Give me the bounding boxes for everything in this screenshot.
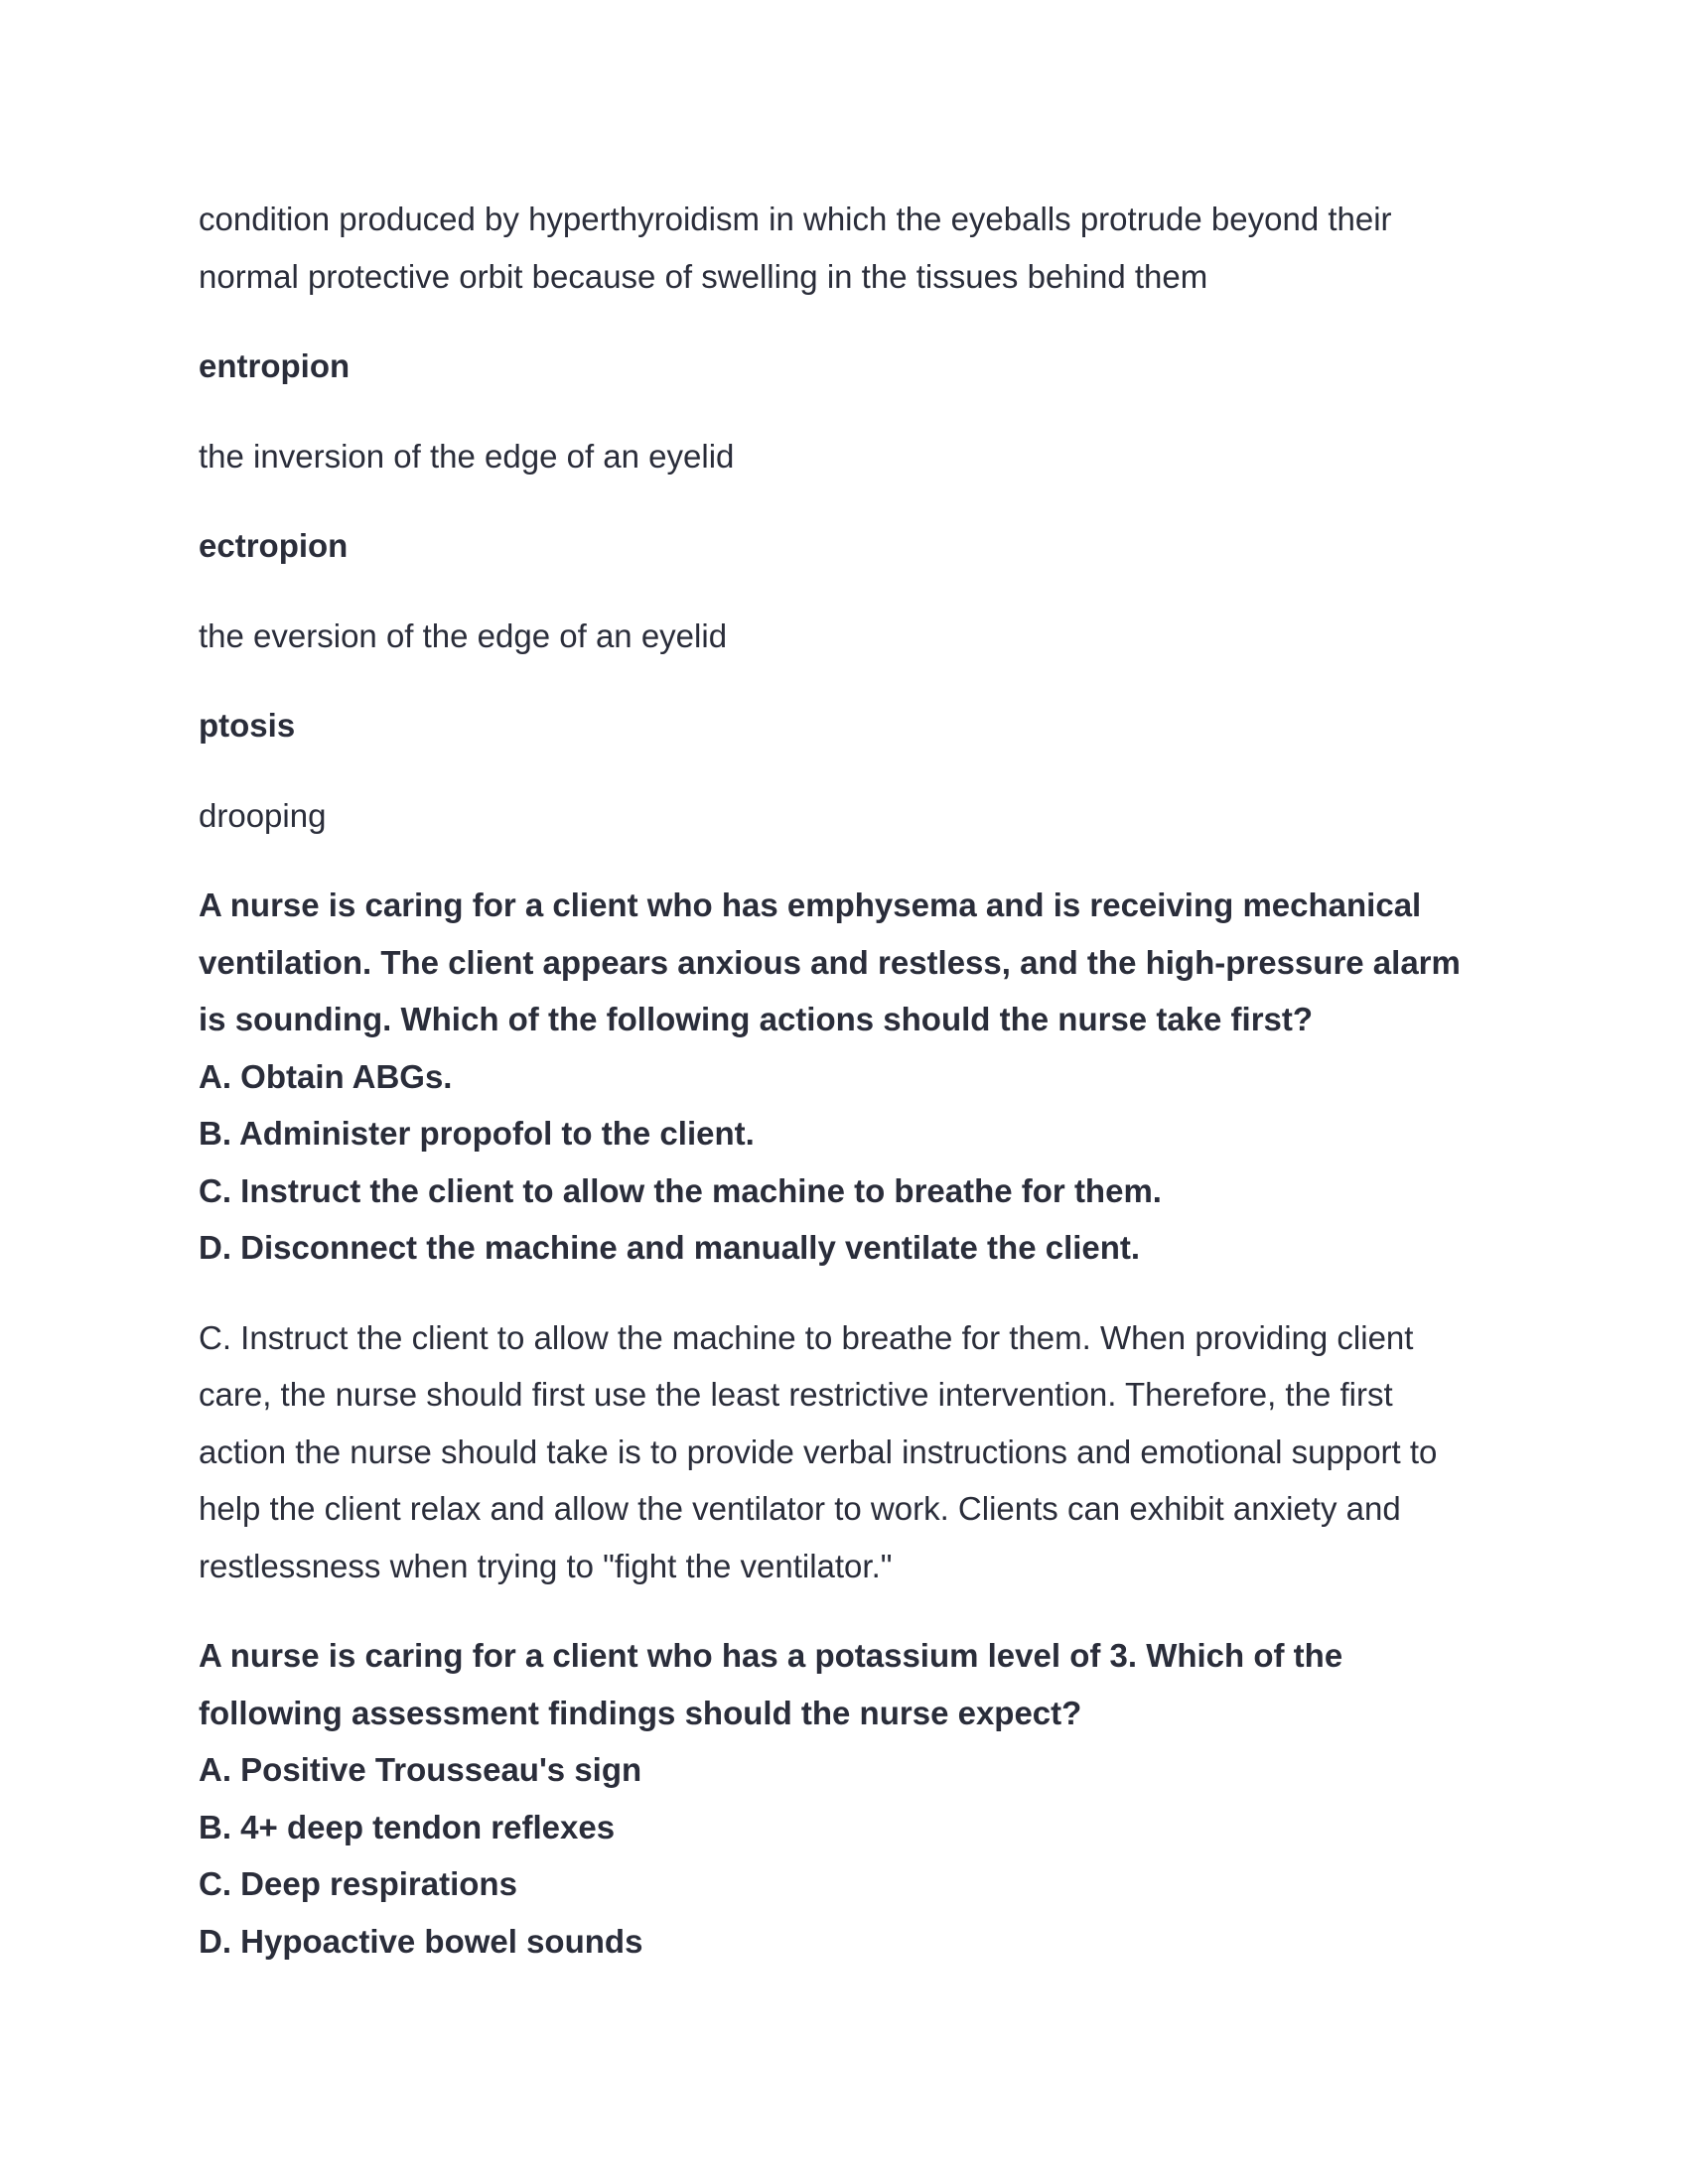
answer-explanation-1	[199, 1309, 1489, 1595]
definition-block	[199, 191, 1489, 305]
definition-text: condition produced by hyperthyroidism in which the eyeballs protrude beyond their	[199, 201, 1392, 237]
explanation-text: help the client relax and allow the ventilator to work. Clients can exhibit anxiety and	[199, 1490, 1401, 1527]
term-ptosis: ptosis	[199, 707, 296, 744]
question-block-2	[199, 1627, 1489, 1970]
term-ectropion: ectropion	[199, 527, 349, 564]
explanation-text: care, the nurse should first use the least restrictive intervention. Therefore, the first	[199, 1376, 1393, 1413]
document-page	[199, 191, 1489, 1970]
answer-option-c: C. Instruct the client to allow the machine to breathe for them.	[199, 1171, 1162, 1209]
explanation-text: restlessness when trying to "fight the ventilator."	[199, 1547, 893, 1584]
question-stem: A nurse is caring for a client who has emphysema and is receiving mechanical	[199, 887, 1422, 923]
definition-entropion: the inversion of the edge of an eyelid	[199, 437, 735, 475]
answer-option-a: A. Positive Trousseau's sign	[199, 1751, 642, 1788]
question-block-1	[199, 877, 1489, 1277]
answer-option-a: A. Obtain ABGs.	[199, 1057, 453, 1095]
explanation-text: C. Instruct the client to allow the machine to breathe for them. When providing client	[199, 1318, 1414, 1356]
answer-option-b: B. 4+ deep tendon reflexes	[199, 1808, 616, 1845]
question-stem: is sounding. Which of the following actions should the nurse take first?	[199, 1001, 1314, 1037]
question-stem: following assessment findings should the nurse expect?	[199, 1694, 1082, 1731]
definition-ptosis: drooping	[199, 796, 327, 834]
term-entropion: entropion	[199, 347, 351, 384]
definition-ectropion: the eversion of the edge of an eyelid	[199, 616, 728, 654]
question-stem: ventilation. The client appears anxious and restless, and the high-pressure alarm	[199, 943, 1461, 981]
explanation-text: action the nurse should take is to provide verbal instructions and emotional support to	[199, 1433, 1438, 1470]
answer-option-d: D. Hypoactive bowel sounds	[199, 1922, 643, 1960]
answer-option-d: D. Disconnect the machine and manually ventilate the client.	[199, 1229, 1141, 1266]
answer-option-b: B. Administer propofol to the client.	[199, 1115, 755, 1152]
answer-option-c: C. Deep respirations	[199, 1865, 517, 1902]
question-stem: A nurse is caring for a client who has a potassium level of 3. Which of the	[199, 1637, 1343, 1674]
definition-text: normal protective orbit because of swelling in the tissues behind them	[199, 257, 1208, 295]
